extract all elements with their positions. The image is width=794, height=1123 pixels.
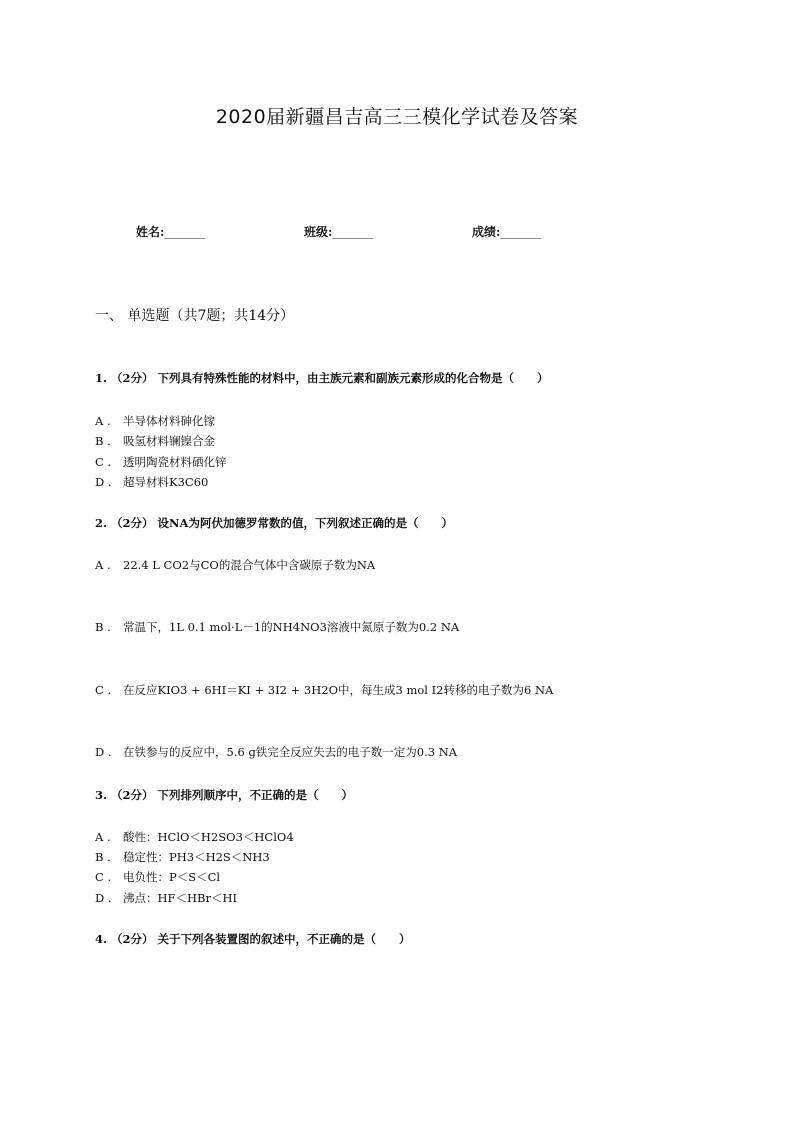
- option-label: A .: [95, 414, 111, 428]
- option-label: B .: [95, 620, 111, 634]
- name-field: [136, 223, 204, 240]
- question-2-option-a: [95, 557, 375, 573]
- option-label: B .: [95, 850, 111, 864]
- option-label: C .: [95, 455, 112, 469]
- question-2-option-b: [95, 619, 459, 635]
- option-text: 在铁参与的反应中，5.6 g铁完全反应失去的电子数一定为0.3 NA: [123, 745, 458, 759]
- score-field: [472, 223, 540, 240]
- option-label: A .: [95, 558, 111, 572]
- score-label: 成绩:: [472, 225, 501, 239]
- option-label: A .: [95, 830, 111, 844]
- name-blank: ________: [164, 225, 205, 239]
- option-text: 22.4 L CO2与CO的混合气体中含碳原子数为NA: [123, 558, 376, 572]
- question-2-stem: 2. （2分） 设NA为阿伏加德罗常数的值，下列叙述正确的是（ ）: [95, 516, 453, 530]
- option-text: 吸氢材料镧镍合金: [123, 434, 215, 448]
- class-label: 班级:: [304, 225, 333, 239]
- option-text: 酸性：HClO＜H2SO3＜HClO4: [123, 830, 294, 844]
- question-2-option-d: [95, 744, 457, 760]
- class-field: [304, 223, 372, 240]
- class-blank: ________: [332, 225, 373, 239]
- question-3-option-c: [95, 869, 220, 885]
- option-label: D .: [95, 475, 112, 489]
- option-label: C .: [95, 870, 112, 884]
- option-text: 电负性：P＜S＜Cl: [123, 870, 221, 884]
- document-title: 2020届新疆昌吉高三三模化学试卷及答案: [215, 106, 579, 128]
- option-text: 稳定性：PH3＜H2S＜NH3: [123, 850, 270, 864]
- option-label: D .: [95, 891, 112, 905]
- option-text: 常温下，1L 0.1 mol·L－1的NH4NO3溶液中氮原子数为0.2 NA: [123, 620, 460, 634]
- question-1-option-b: [95, 433, 215, 449]
- option-label: C .: [95, 683, 112, 697]
- option-text: 半导体材料砷化镓: [123, 414, 215, 428]
- question-3-option-b: [95, 849, 270, 865]
- question-2-option-c: [95, 682, 553, 698]
- option-text: 在反应KIO3 + 6HI＝KI + 3I2 + 3H2O中，每生成3 mol I2转移的电子数为6 NA: [123, 683, 554, 697]
- question-1-option-d: [95, 474, 208, 490]
- question-3-option-a: [95, 829, 294, 845]
- option-label: D .: [95, 745, 112, 759]
- option-label: B .: [95, 434, 111, 448]
- section-heading: 一、 单选题（共7题；共14分）: [95, 308, 295, 324]
- option-text: 沸点：HF＜HBr＜HI: [123, 891, 238, 905]
- score-blank: ________: [500, 225, 541, 239]
- question-1-option-c: [95, 454, 227, 470]
- option-text: 超导材料K3C60: [123, 475, 209, 489]
- name-label: 姓名:: [136, 225, 165, 239]
- question-1-stem: 1. （2分） 下列具有特殊性能的材料中，由主族元素和副族元素形成的化合物是（ ）: [95, 371, 549, 385]
- question-4-stem: 4. （2分） 关于下列各装置图的叙述中，不正确的是（ ）: [95, 932, 411, 946]
- question-3-stem: 3. （2分） 下列排列顺序中，不正确的是（ ）: [95, 788, 354, 802]
- option-text: 透明陶瓷材料硒化锌: [123, 455, 227, 469]
- question-3-option-d: [95, 890, 237, 906]
- question-1-option-a: [95, 413, 215, 429]
